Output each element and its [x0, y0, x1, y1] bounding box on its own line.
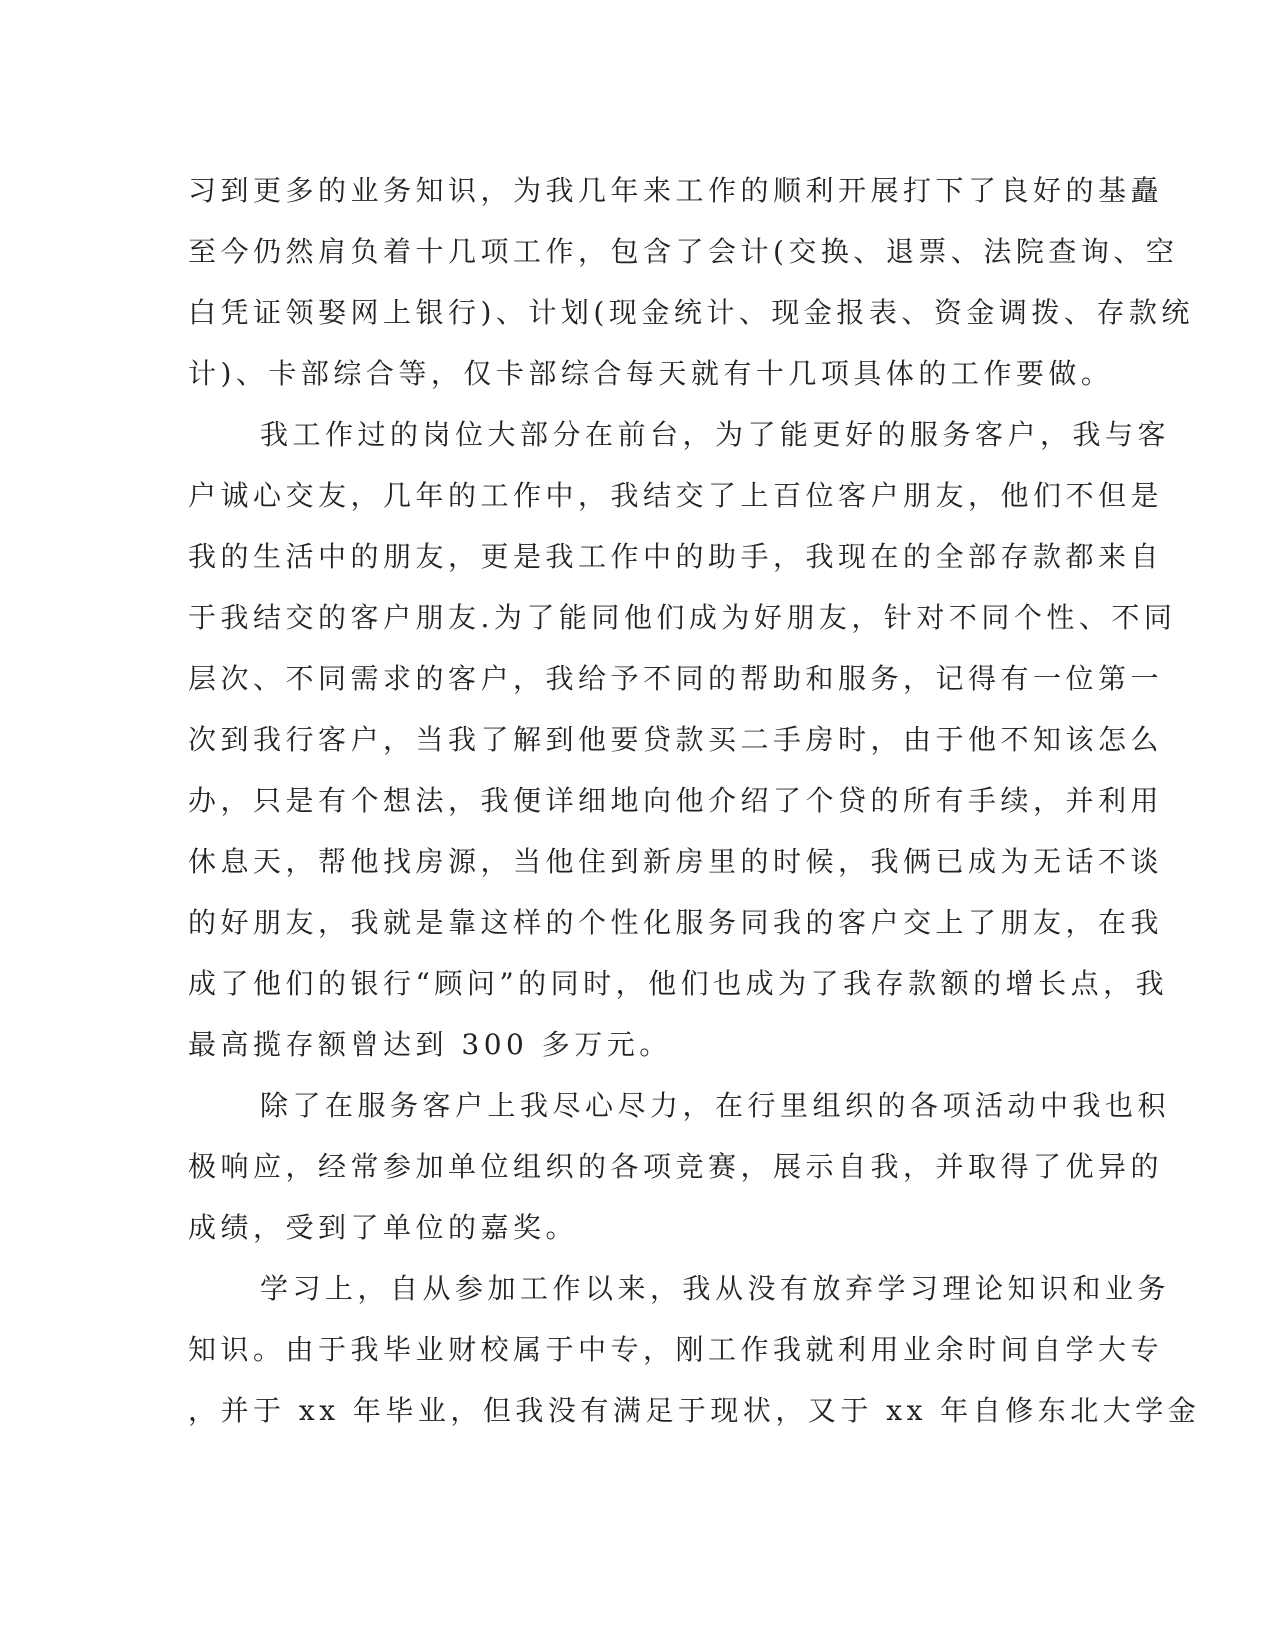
text-line: 最高揽存额曾达到 300 多万元。 — [188, 1028, 672, 1061]
body-text — [188, 160, 1201, 1441]
text-line: 户诚心交友，几年的工作中，我结交了上百位客户朋友，他们不但是 — [188, 479, 1164, 512]
paragraph-first-line: 除了在服务客户上我尽心尽力，在行里组织的各项活动中我也积 — [260, 1089, 1171, 1122]
text-line: 至今仍然肩负着十几项工作，包含了会计(交换、退票、法院查询、空 — [188, 235, 1179, 268]
paragraph-first-line: 我工作过的岗位大部分在前台，为了能更好的服务客户，我与客 — [260, 418, 1171, 451]
text-line: 于我结交的客户朋友.为了能同他们成为好朋友，针对不同个性、不同 — [188, 601, 1177, 634]
text-line: 层次、不同需求的客户，我给予不同的帮助和服务，记得有一位第一 — [188, 662, 1164, 695]
text-line: 习到更多的业务知识，为我几年来工作的顺利开展打下了良好的基矗 — [188, 174, 1164, 207]
text-line: 成了他们的银行“顾问”的同时，他们也成为了我存款额的增长点，我 — [188, 967, 1169, 1000]
text-line: 知识。由于我毕业财校属于中专，刚工作我就利用业余时间自学大专 — [188, 1333, 1164, 1366]
text-line: 我的生活中的朋友，更是我工作中的助手，我现在的全部存款都来自 — [188, 540, 1164, 573]
text-line: 计)、卡部综合等，仅卡部综合每天就有十几项具体的工作要做。 — [188, 357, 1114, 390]
text-line: 成绩，受到了单位的嘉奖。 — [188, 1211, 579, 1244]
text-line: 的好朋友，我就是靠这样的个性化服务同我的客户交上了朋友，在我 — [188, 906, 1164, 939]
text-line: 办，只是有个想法，我便详细地向他介绍了个贷的所有手续，并利用 — [188, 784, 1164, 817]
text-line: 休息天，帮他找房源，当他住到新房里的时候，我俩已成为无话不谈 — [188, 845, 1164, 878]
text-line: 白凭证领娶网上银行)、计划(现金统计、现金报表、资金调拨、存款统 — [188, 296, 1194, 329]
text-line: 极响应，经常参加单位组织的各项竞赛，展示自我，并取得了优异的 — [188, 1150, 1164, 1183]
text-line: ，并于 xx 年毕业，但我没有满足于现状，又于 xx 年自修东北大学金 — [188, 1394, 1201, 1427]
paragraph-first-line: 学习上，自从参加工作以来，我从没有放弃学习理论知识和业务 — [260, 1272, 1171, 1305]
text-line: 次到我行客户，当我了解到他要贷款买二手房时，由于他不知该怎么 — [188, 723, 1164, 756]
